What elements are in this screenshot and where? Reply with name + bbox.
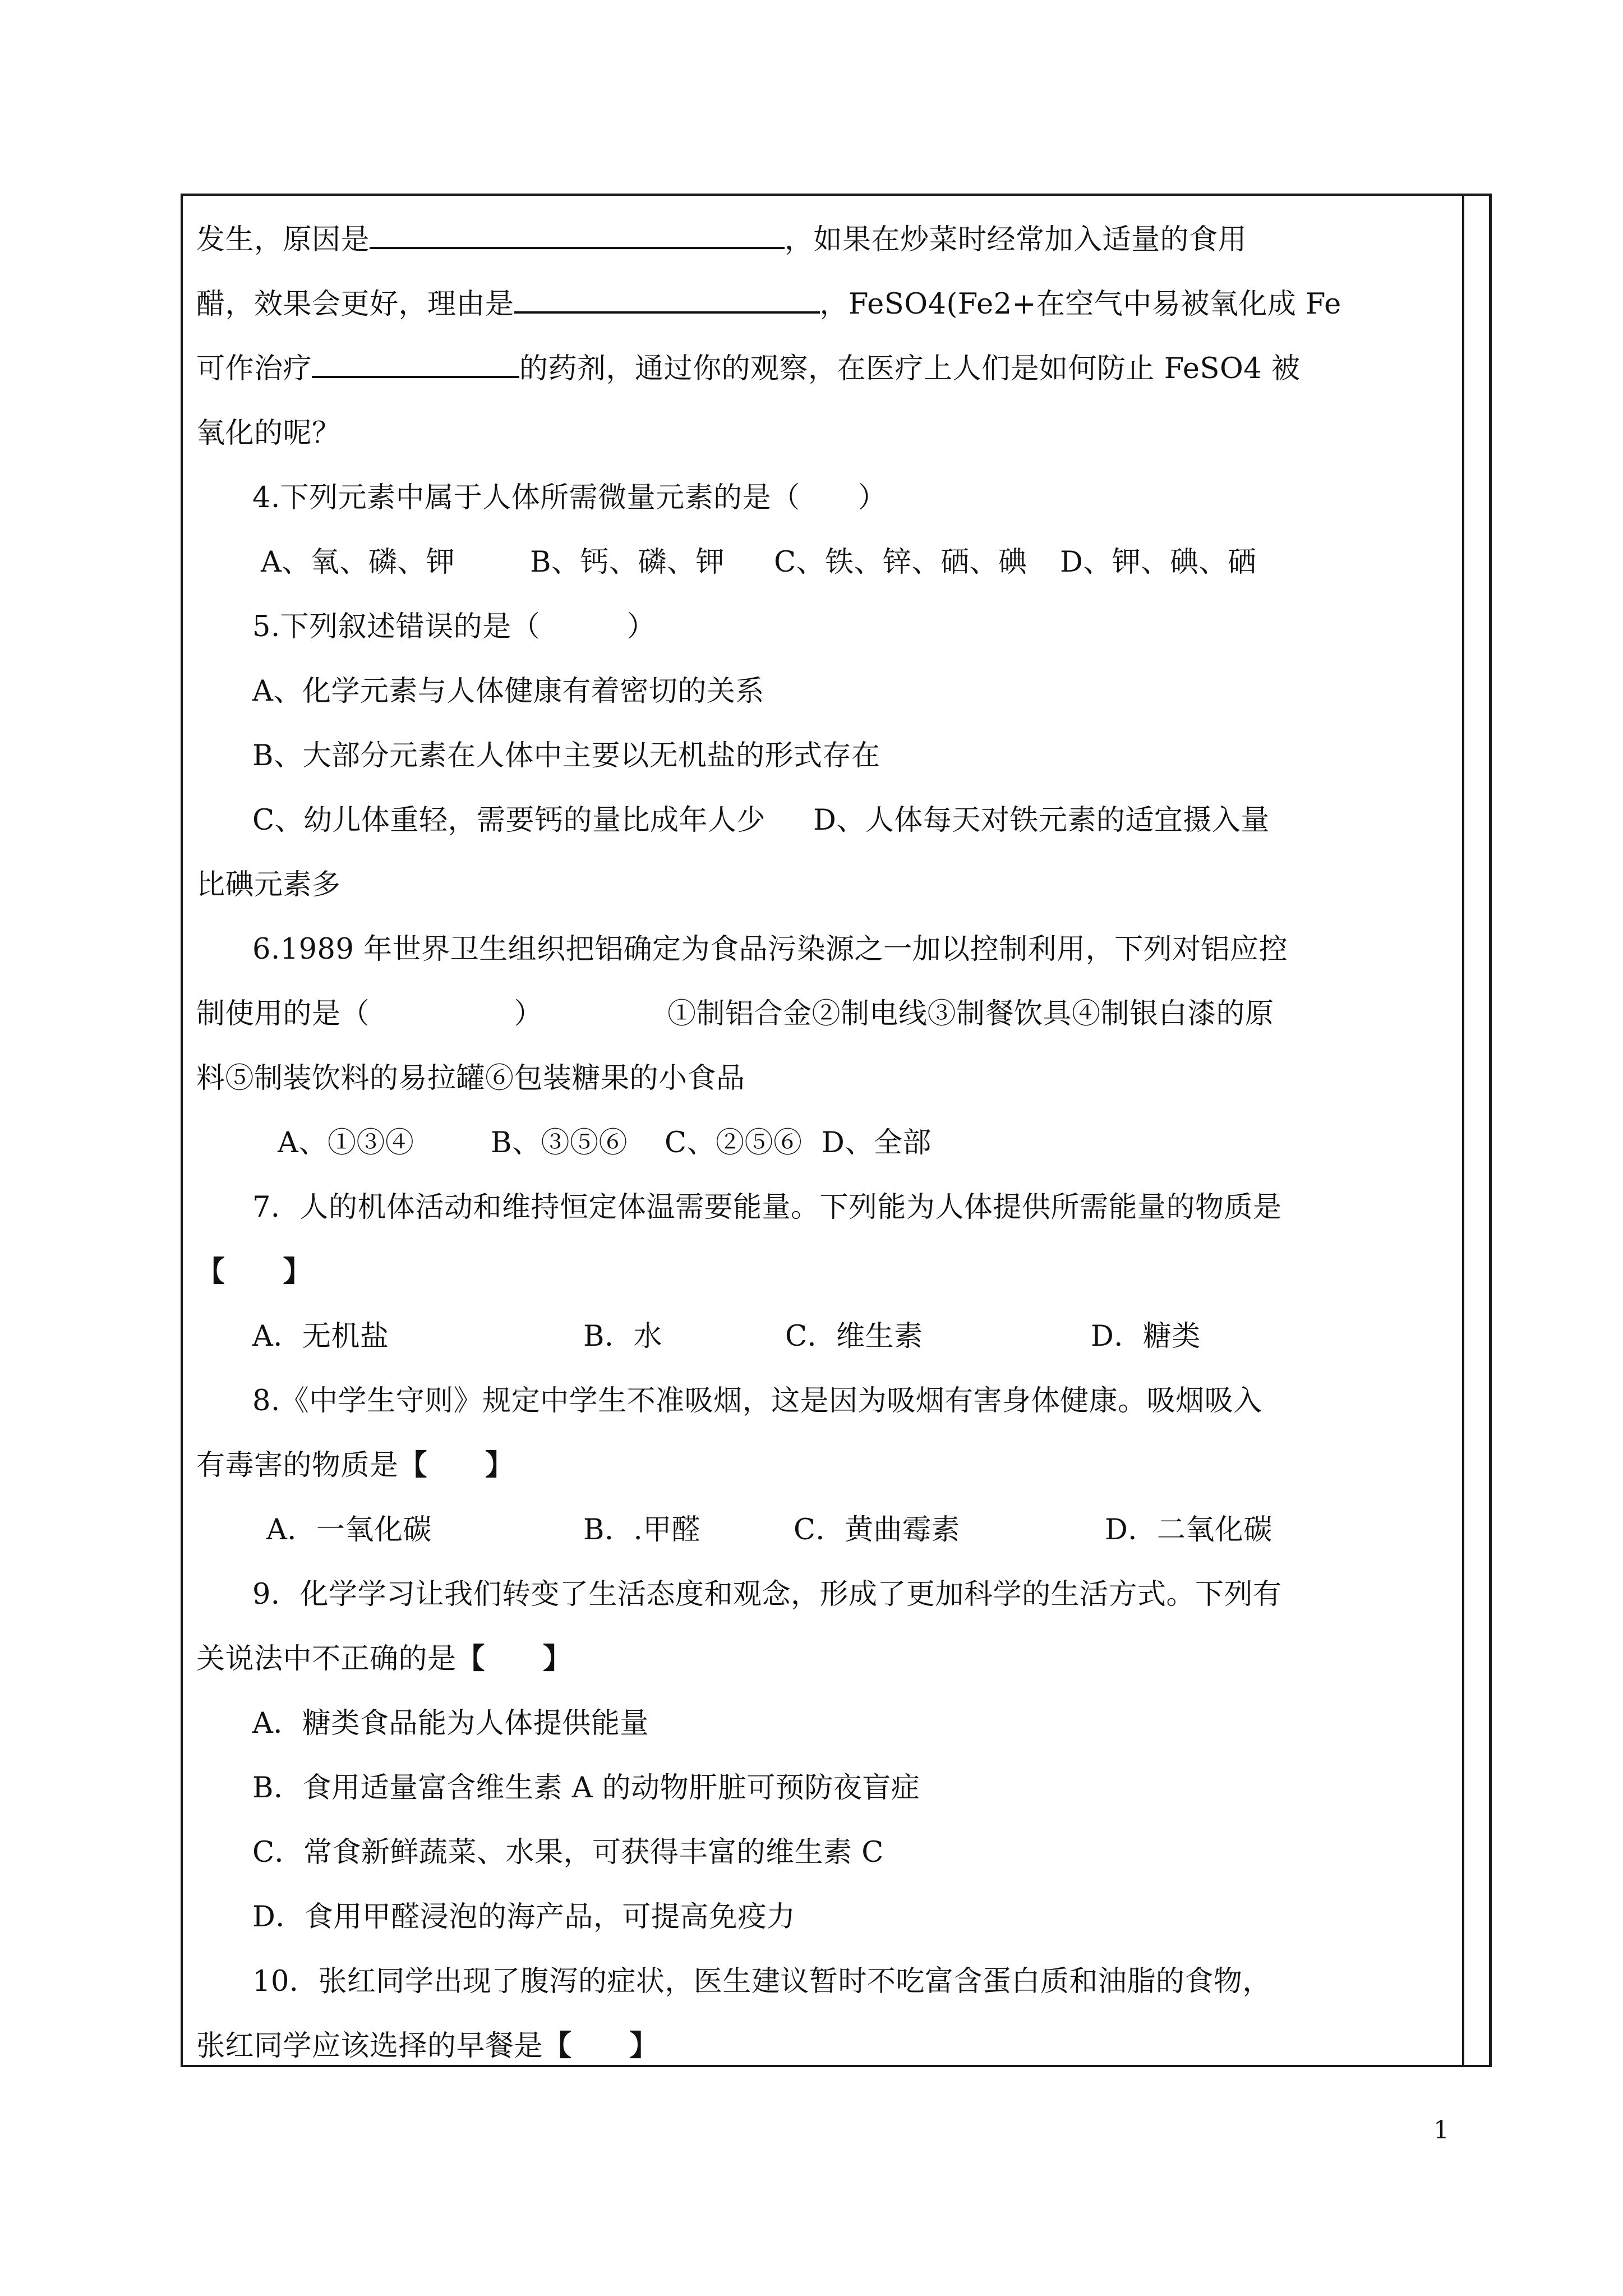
q6-text: ①制铝合金②制电线③制餐饮具④制银白漆的原: [667, 997, 1274, 1030]
q5-options-cd: [196, 788, 1290, 853]
q7-options: [196, 1304, 1290, 1369]
q6-stem-1: 6.1989 年世界卫生组织把铝确定为食品污染源之一加以控制利用，下列对铝应控: [252, 933, 1288, 966]
table-column-divider: [1462, 196, 1464, 2065]
q8-option-d[interactable]: D．二氧化碳: [1105, 1513, 1272, 1547]
q3-line-4: 氧化的呢？: [196, 417, 341, 450]
q9-option-b[interactable]: B．食用适量富含维生素 A 的动物肝脏可预防夜盲症: [252, 1772, 920, 1805]
q4-option-c[interactable]: C、铁、锌、硒、碘: [774, 546, 1027, 579]
page-number: 1: [1433, 2116, 1449, 2145]
q4-option-b[interactable]: B、钙、磷、钾: [530, 546, 725, 579]
answer-blank[interactable]: [514, 278, 820, 314]
q3-text: 醋，效果会更好，理由是: [196, 288, 514, 321]
q7-option-b[interactable]: B．水: [583, 1320, 662, 1353]
q4-option-d[interactable]: D、钾、碘、硒: [1060, 546, 1257, 579]
q6-bracket: 制使用的是（ ）: [196, 997, 543, 1030]
q10-stem-2: [196, 2014, 1290, 2078]
answer-blank[interactable]: [312, 342, 519, 378]
q10-stem-1: 10．张红同学出现了腹泻的症状，医生建议暂时不吃富含蛋白质和油脂的食物，: [252, 1965, 1271, 1998]
q4-option-a[interactable]: A、氧、磷、钾: [261, 546, 455, 579]
q8-option-a[interactable]: A．一氧化碳: [266, 1513, 432, 1547]
q3-text: 发生，原因是: [196, 223, 370, 256]
q7-option-c[interactable]: C．维生素: [785, 1320, 923, 1353]
q7-option-d[interactable]: D．糖类: [1091, 1320, 1201, 1353]
q6-option-c[interactable]: C、②⑤⑥: [665, 1126, 803, 1159]
q4-options: [196, 530, 1290, 595]
q5-option-d-cont: 比碘元素多: [196, 868, 341, 901]
q8-options: [196, 1498, 1290, 1562]
q3-text: 可作治疗: [196, 352, 312, 385]
q9-text: 关说法中不正确的是: [196, 1642, 457, 1676]
q10-text: 张红同学应该选择的早餐是: [196, 2030, 543, 2063]
q3-line-3: [196, 337, 1301, 401]
q7-stem: 7．人的机体活动和维持恒定体温需要能量。下列能为人体提供所需能量的物质是: [252, 1191, 1282, 1224]
q6-option-d[interactable]: D、全部: [822, 1126, 932, 1159]
answer-blank[interactable]: [370, 213, 785, 249]
q6-stem-3: 料⑤制装饮料的易拉罐⑥包装糖果的小食品: [196, 1062, 745, 1095]
q4-stem: 4.下列元素中属于人体所需微量元素的是（ ）: [252, 481, 887, 514]
q9-option-d[interactable]: D．食用甲醛浸泡的海产品，可提高免疫力: [252, 1901, 796, 1934]
q5-option-d[interactable]: D、人体每天对铁元素的适宜摄入量: [813, 804, 1270, 837]
q8-text: 有毒害的物质是: [196, 1449, 399, 1482]
q9-bracket: 【 】: [456, 1642, 572, 1676]
q9-stem-1: 9．化学学习让我们转变了生活态度和观念，形成了更加科学的生活方式。下列有: [252, 1578, 1282, 1611]
q6-options: [196, 1111, 1290, 1175]
q8-option-c[interactable]: C．黄曲霉素: [794, 1513, 961, 1547]
q10-bracket: 【 】: [543, 2029, 659, 2063]
q8-stem-2: [196, 1433, 1290, 1498]
q7-bracket: 【 】: [196, 1255, 312, 1289]
q3-line-2: [196, 272, 1341, 337]
q9-stem-2: [196, 1627, 1290, 1691]
q5-stem: 5.下列叙述错误的是（ ）: [252, 610, 656, 643]
q8-stem-1: 8.《中学生守则》规定中学生不准吸烟，这是因为吸烟有害身体健康。吸烟吸入: [252, 1384, 1262, 1418]
q6-option-b[interactable]: B、③⑤⑥: [491, 1126, 628, 1159]
q5-option-b[interactable]: B、大部分元素在人体中主要以无机盐的形式存在: [252, 739, 880, 772]
q8-bracket: 【 】: [398, 1448, 514, 1482]
q5-option-a[interactable]: A、化学元素与人体健康有着密切的关系: [252, 675, 764, 708]
q6-option-a[interactable]: A、①③④: [278, 1126, 414, 1159]
q8-option-b[interactable]: B．.甲醛: [583, 1513, 701, 1547]
table-right-border: [1489, 194, 1491, 2067]
q3-text: 的药剂，通过你的观察，在医疗上人们是如何防止 FeSO4 被: [519, 352, 1301, 385]
q9-option-a[interactable]: A．糖类食品能为人体提供能量: [252, 1707, 649, 1740]
q5-option-c[interactable]: C、幼儿体重轻，需要钙的量比成年人少: [252, 804, 766, 837]
q6-stem-2: [196, 982, 1290, 1046]
q9-option-c[interactable]: C．常食新鲜蔬菜、水果，可获得丰富的维生素 C: [252, 1836, 884, 1869]
q3-line-1: [196, 208, 1290, 272]
question-content: [196, 208, 1341, 2078]
q3-text: ，如果在炒菜时经常加入适量的食用: [785, 223, 1247, 256]
q3-text: ，FeSO4(Fe2+在空气中易被氧化成 Fe: [819, 288, 1341, 321]
q7-option-a[interactable]: A．无机盐: [252, 1320, 389, 1353]
